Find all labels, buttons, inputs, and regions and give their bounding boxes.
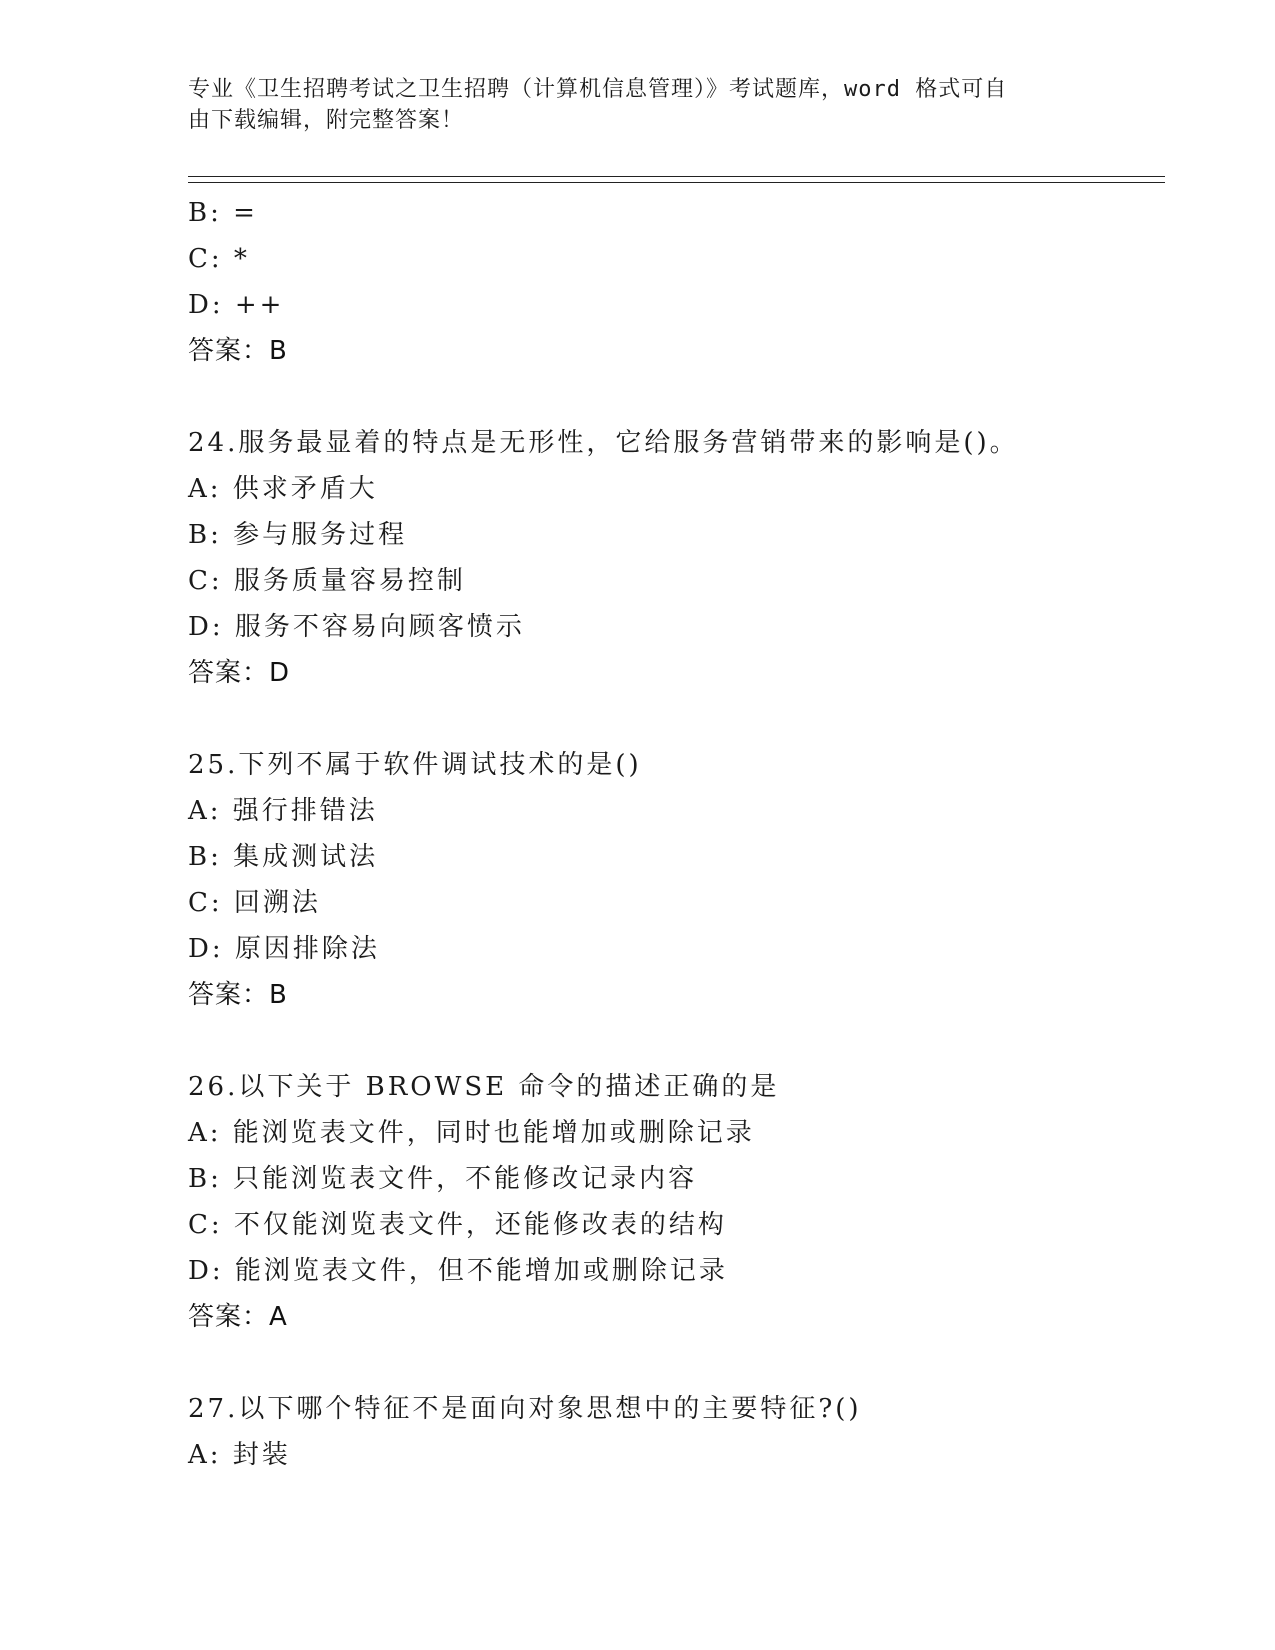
option-d: D: 能浏览表文件，但不能增加或删除记录 (188, 1256, 728, 1286)
spacer (188, 696, 1168, 742)
option-b: B: 集成测试法 (188, 842, 379, 872)
option-a: A: 封装 (188, 1440, 291, 1470)
question-25 (188, 742, 1168, 1018)
option-c: C: 回溯法 (188, 888, 321, 918)
option-d: D: ++ (188, 290, 285, 320)
option-c: C: 服务质量容易控制 (188, 566, 466, 596)
question-stem: 25.下列不属于软件调试技术的是() (188, 750, 642, 780)
option-b: B: = (188, 198, 258, 228)
question-27 (188, 1386, 1168, 1478)
option-c: C: 不仅能浏览表文件，还能修改表的结构 (188, 1210, 727, 1240)
spacer (188, 374, 1168, 420)
question-24 (188, 420, 1168, 696)
page-header (188, 74, 1068, 136)
answer-line: 答案：B (188, 336, 288, 366)
answer-line: 答案：D (188, 658, 291, 688)
question-stem: 26.以下关于 BROWSE 命令的描述正确的是 (188, 1072, 780, 1102)
answer-line: 答案：B (188, 980, 288, 1010)
option-d: D: 服务不容易向顾客愤示 (188, 612, 525, 642)
question-stem: 27.以下哪个特征不是面向对象思想中的主要特征?() (188, 1394, 862, 1424)
spacer (188, 1018, 1168, 1064)
answer-line: 答案：A (188, 1302, 288, 1332)
option-d: D: 原因排除法 (188, 934, 380, 964)
header-divider-bottom (188, 182, 1165, 183)
option-a: A: 强行排错法 (188, 796, 378, 826)
option-b: B: 参与服务过程 (188, 520, 408, 550)
header-line-1: 专业《卫生招聘考试之卫生招聘（计算机信息管理）》考试题库，word 格式可自 (188, 77, 1008, 102)
option-b: B: 只能浏览表文件，不能修改记录内容 (188, 1164, 698, 1194)
option-c: C: * (188, 244, 250, 274)
spacer (188, 1340, 1168, 1386)
question-stem: 24.服务最显着的特点是无形性，它给服务营销带来的影响是()。 (188, 428, 1019, 458)
option-a: A: 供求矛盾大 (188, 474, 378, 504)
option-a: A: 能浏览表文件，同时也能增加或删除记录 (188, 1118, 755, 1148)
header-divider-top (188, 176, 1165, 177)
question-list (188, 190, 1168, 1478)
question-26 (188, 1064, 1168, 1340)
header-line-2: 由下载编辑，附完整答案！ (188, 108, 465, 133)
question-23-partial (188, 190, 1168, 374)
